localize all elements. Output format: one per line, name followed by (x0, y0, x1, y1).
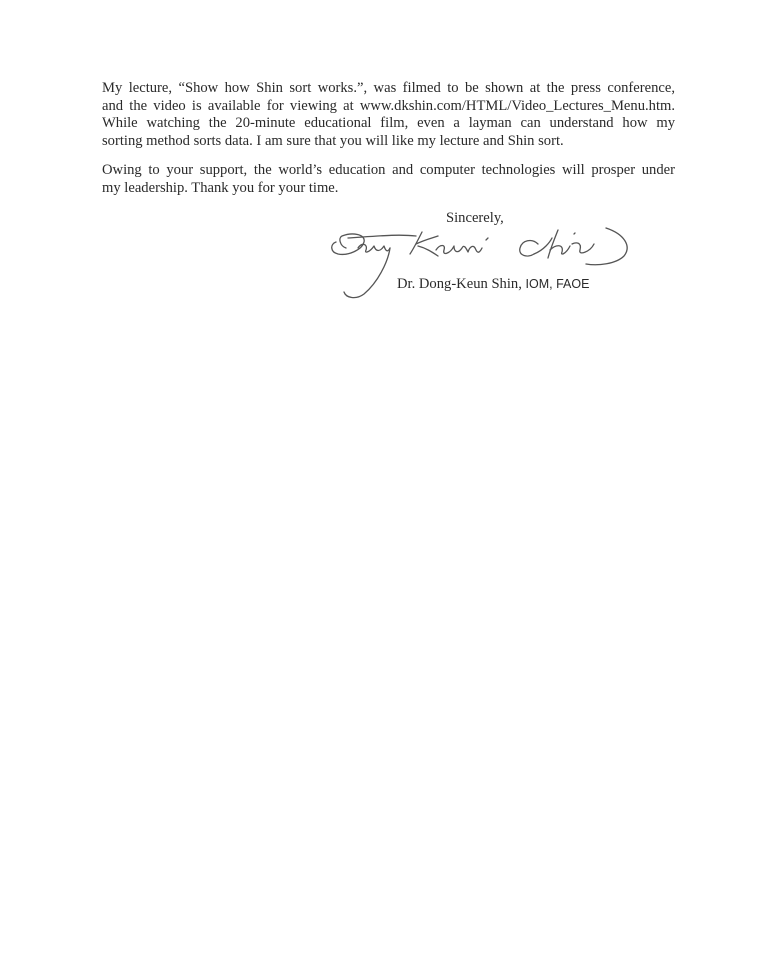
closing-salutation: Sincerely, (446, 210, 504, 226)
paragraph-line: Owing to your support, the world’s education and computer technologies will prosper under (102, 162, 675, 178)
signer-credentials: IOM, FAOE (525, 277, 590, 291)
paragraph-lecture (102, 80, 675, 150)
paragraph-line: While watching the 20-minute educational film, even a layman can understand how my (102, 115, 675, 132)
paragraph-line: my leadership. Thank you for your time. (102, 179, 339, 196)
paragraph-thanks (102, 162, 675, 197)
paragraph-line: My lecture, “Show how Shin sort works.”, was filmed to be shown at the press conference, (102, 80, 675, 96)
paragraph-line: and the video is available for viewing at www.dkshin.com/HTML/Video_Lectures_Menu.htm. (102, 97, 675, 114)
paragraph-line: sorting method sorts data. I am sure that you will like my lecture and Shin sort. (102, 132, 564, 149)
signer-name: Dr. Dong-Keun Shin, (397, 276, 522, 292)
signer-line (397, 276, 589, 293)
